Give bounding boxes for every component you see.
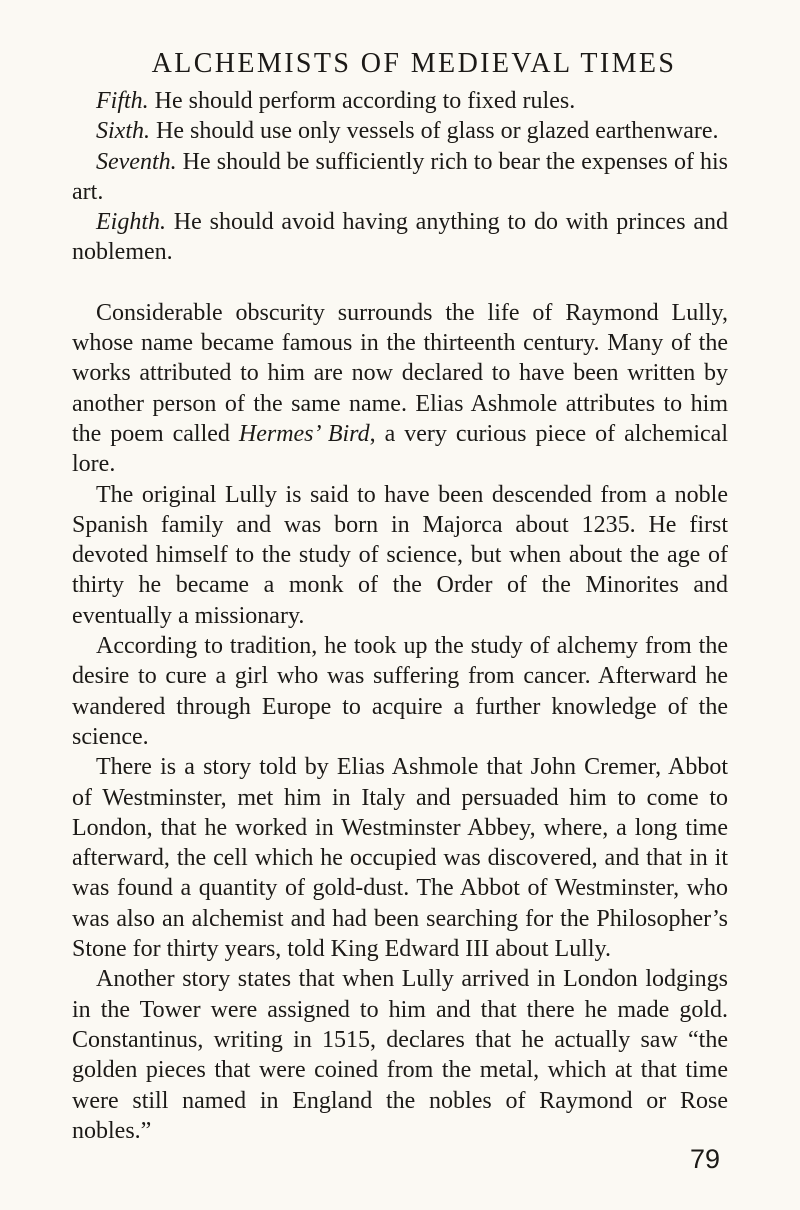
paragraph-alchemy-tradition: According to tradition, he took up the study of alchemy from the desire to cure a girl who was suffering from cancer. Afterward he wandered through Europe to acquire a further knowledge of the science.	[72, 633, 728, 750]
rule-ordinal: Seventh.	[96, 148, 177, 175]
rule-ordinal: Eighth.	[96, 209, 166, 236]
poem-title: Hermes’ Bird	[238, 420, 370, 447]
rule-seventh	[72, 147, 728, 208]
body-text	[72, 86, 728, 1146]
rule-ordinal: Fifth.	[96, 88, 149, 114]
rule-text: He should be sufficiently rich to bear the expenses of his art.	[72, 148, 728, 205]
rule-text: He should avoid having anything to do with princes and noblemen.	[72, 209, 728, 266]
paragraph-lully-origins: The original Lully is said to have been descended from a noble Spanish family and was born in Majorca about 1235. He first devoted himself to the study of science, but when about the age of thirty he became a monk of the Order of the Minorites and eventually a missionary.	[72, 481, 728, 629]
paragraph-text: Considerable obscurity surrounds the life of Raymond Lully, whose name became famous in the thirteenth century. Many of the works attributed to him are now declared to have been written by another person of the same name. Elias Ashmole attributes to him the poem called	[72, 299, 728, 447]
paragraph-ashmole-story: There is a story told by Elias Ashmole that John Cremer, Abbot of Westminster, met him in Italy and persuaded him to come to London, that he worked in Westminster Abbey, where, a long time afterward, the cell which he occupied was discovered, and that in it was found a quantity of gold-dust. The Abbot of Westminster, who was also an alchemist and had been searching for the Philosopher’s Stone for thirty years, told King Edward III about Lully.	[72, 754, 728, 963]
rule-sixth	[72, 116, 728, 146]
paragraph-text: , a very curious piece of alchemical lore.	[72, 420, 729, 478]
running-title: ALCHEMISTS OF MEDIEVAL TIMES	[151, 48, 677, 79]
page-number: 79	[690, 1144, 721, 1174]
paragraph-tower-story: Another story states that when Lully arrived in London lodgings in the Tower were assigned to him and that there he made gold. Constantinus, writing in 1515, declares that he actually saw “the golden pieces that were coined from the metal, which at that time were still named in England the nobles of Raymond or Rose nobles.”	[72, 966, 728, 1144]
rule-text: He should perform according to fixed rules.	[148, 88, 576, 114]
rule-ordinal: Sixth.	[96, 118, 150, 145]
rule-eighth	[72, 207, 728, 268]
rule-text: He should use only vessels of glass or glazed earthenware.	[150, 118, 719, 145]
paragraph-lully-obscurity	[72, 298, 728, 480]
rule-fifth	[72, 86, 728, 116]
